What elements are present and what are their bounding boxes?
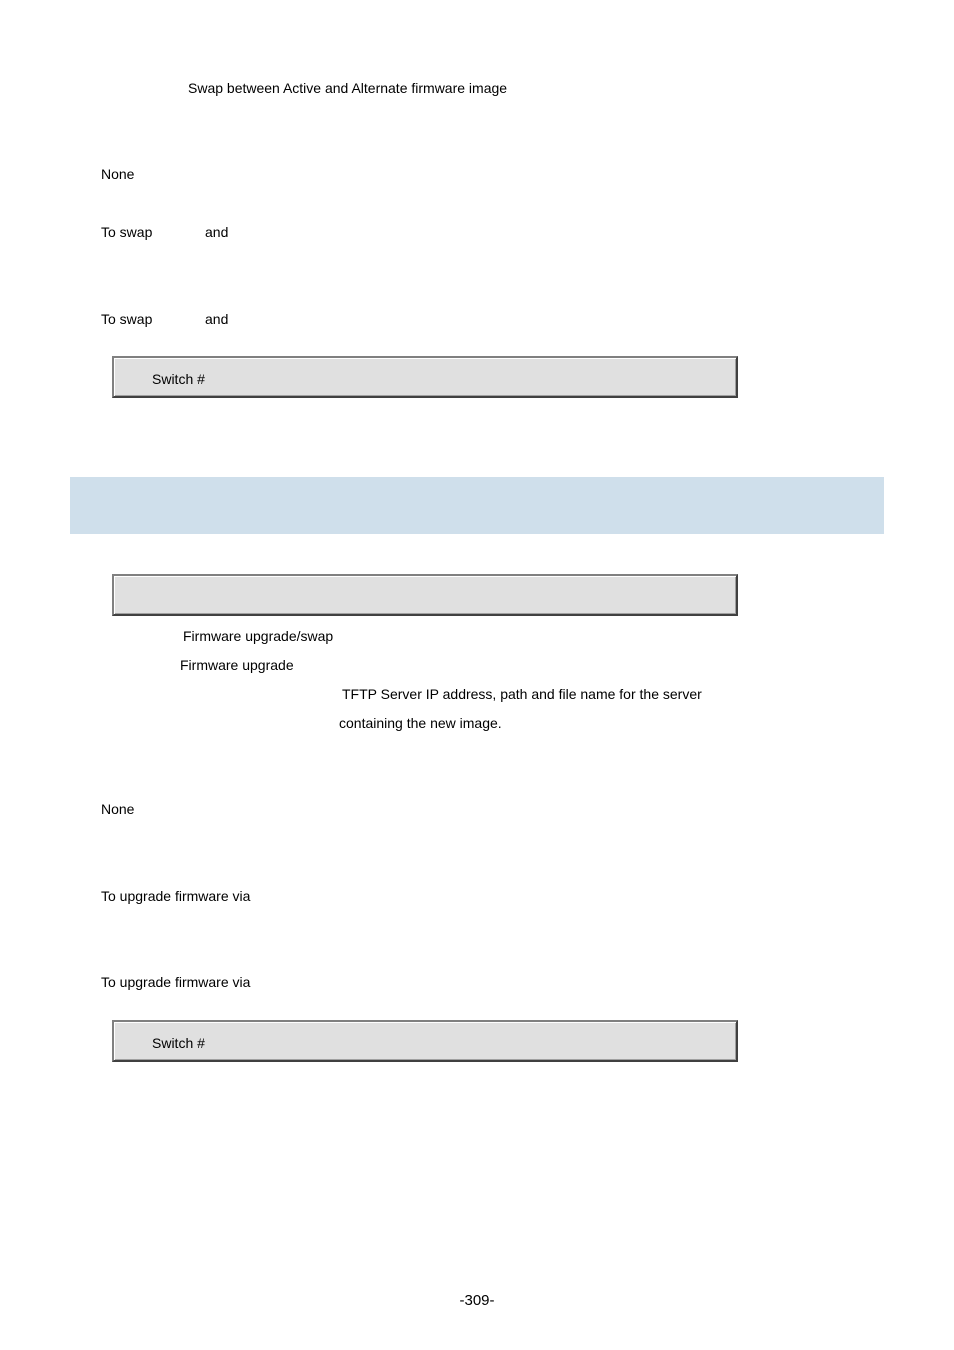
upgrade-syntax-box [112, 574, 738, 616]
section-heading-band [70, 477, 884, 534]
swap-default-value: None [101, 166, 135, 182]
swap-example-1-text: To swap [101, 224, 153, 240]
upgrade-example-1-text: To upgrade firmware via [101, 888, 251, 904]
upgrade-command-prompt: Switch # [152, 1035, 205, 1051]
param-tftp-line1: TFTP Server IP address, path and file name for the server [342, 686, 702, 702]
swap-example-1-conj: and [205, 224, 229, 240]
swap-example-2-conj: and [205, 311, 229, 327]
swap-example-2-text: To swap [101, 311, 153, 327]
param-upgrade: Firmware upgrade [180, 657, 294, 673]
swap-command-box [112, 356, 738, 398]
upgrade-default-value: None [101, 801, 135, 817]
swap-description: Swap between Active and Alternate firmware image [188, 80, 508, 96]
swap-command-prompt: Switch # [152, 371, 205, 387]
upgrade-example-2-text: To upgrade firmware via [101, 974, 251, 990]
page-number: -309- [459, 1292, 495, 1309]
upgrade-command-box [112, 1020, 738, 1062]
param-tftp-line2: containing the new image. [339, 715, 502, 731]
param-firmware: Firmware upgrade/swap [183, 628, 334, 644]
